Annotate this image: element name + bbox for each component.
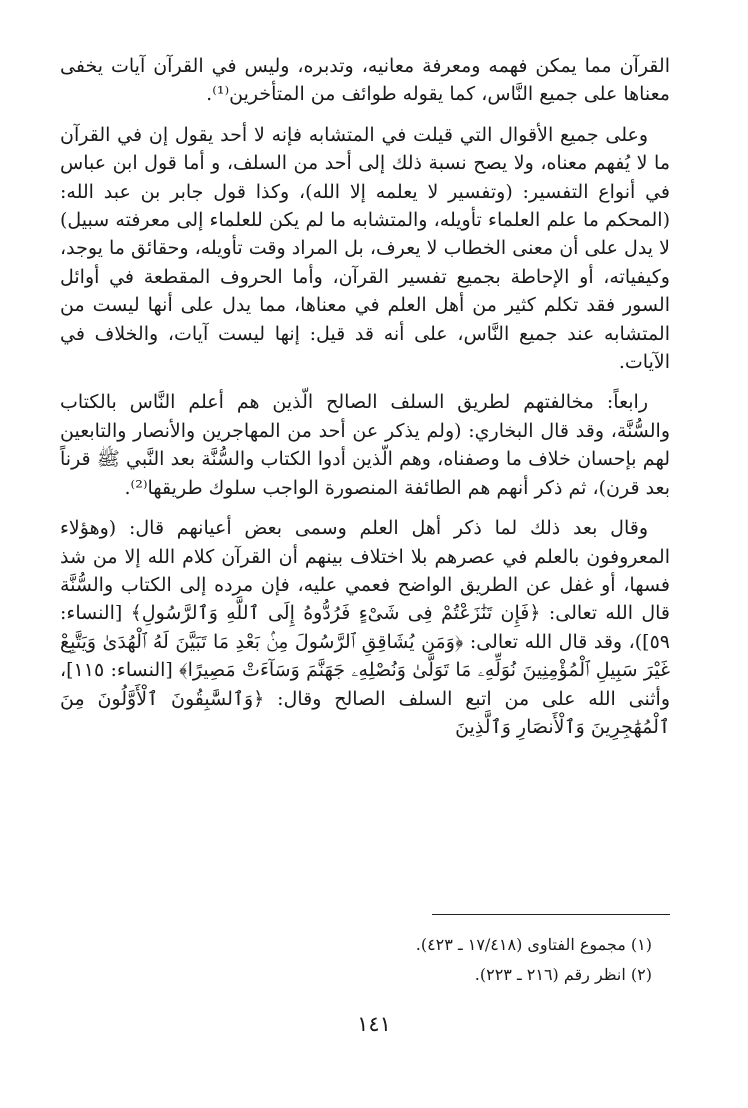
footnote-1: (١) مجموع الفتاوى (١٧/٤١٨ ـ ٤٢٣). <box>415 935 652 954</box>
paragraph-4: وقال بعد ذلك لما ذكر أهل العلم وسمى بعض أعيانهم قال: (وهؤلاء المعروفون بالعلم في عصرهم بلا اختلاف بينهم أن القرآن كلام الله إلا من شذ فسها، أو غفل عن الطريق الواضح فعمي عليه، فإن مرده إلى الكتاب والسُّنَّة قال الله تعالى: ﴿فَإِن تَنَٰزَعْتُمْ فِى شَىْءٍ فَرُدُّوهُ إِلَى ٱللَّهِ وَٱلرَّسُولِ﴾ [النساء: ٥٩])، وقد قال الله تعالى: ﴿وَمَن يُشَاقِقِ ٱلرَّسُولَ مِنۢ بَعْدِ مَا تَبَيَّنَ لَهُ ٱلْهُدَىٰ وَيَتَّبِعْ غَيْرَ سَبِيلِ ٱلْمُؤْمِنِينَ نُوَلِّهِۦ مَا تَوَلَّىٰ وَنُصْلِهِۦ جَهَنَّمَ وَسَآءَتْ مَصِيرًا﴾ [النساء: ١١٥]، وأثنى الله على من اتبع السلف الصالح وقال: ﴿وَٱلسَّٰبِقُونَ ٱلْأَوَّلُونَ مِنَ ٱلْمُهَٰجِرِينَ وَٱلْأَنصَارِ وَٱلَّذِينَ <box>60 517 670 738</box>
footnotes <box>60 930 670 990</box>
footnote-separator <box>432 914 670 915</box>
footnote-2: (٢) انظر رقم (٢١٦ ـ ٢٢٣). <box>474 965 652 984</box>
main-text <box>60 52 670 753</box>
paragraph-1: القرآن مما يمكن فهمه ومعرفة معانيه، وتدبره، وليس في القرآن آيات يخفى معناها على جميع النَّاس، كما يقوله طوائف من المتأخرين⁽¹⁾. <box>60 55 670 106</box>
paragraph-3: رابعاً: مخالفتهم لطريق السلف الصالح الّذين هم أعلم النَّاس بالكتاب والسُّنَّة، وقد قال البخاري: (ولم يذكر عن أحد من المهاجرين والأنصار والتابعين لهم بإحسان خلاف ما وصفناه، وهم الّذين أدوا الكتاب والسُّنَّة بعد النَّبي ﷺ قرناً بعد قرن)، ثم ذكر أنهم هم الطائفة المنصورة الواجب سلوك طريقها⁽²⁾. <box>60 391 670 499</box>
paragraph-2: وعلى جميع الأقوال التي قيلت في المتشابه فإنه لا أحد يقول إن في القرآن ما لا يُفهم معناه، ولا يصح نسبة ذلك إلى أحد من السلف، و أما قول ابن عباس في أنواع التفسير: (وتفسير لا يعلمه إلا الله)، وكذا قول جابر بن عبد الله: (المحكم ما علم العلماء تأويله، والمتشابه ما لم يكن للعلماء إلى معرفته سبيل) لا يدل على أن معنى الخطاب لا يعرف، بل المراد وقت تأويله، وحقائق ما يوجد، وكيفياته، أو الإحاطة بجميع تفسير القرآن، وأما الحروف المقطعة في أوائل السور فقد تكلم كثير من أهل العلم في معناها، مما يدل على أنها ليست من المتشابه عند جميع النَّاس، على أنه قد قيل: إنها ليست آيات، والخلاف في الآيات. <box>60 123 670 374</box>
page-number: ١٤١ <box>357 1012 391 1036</box>
